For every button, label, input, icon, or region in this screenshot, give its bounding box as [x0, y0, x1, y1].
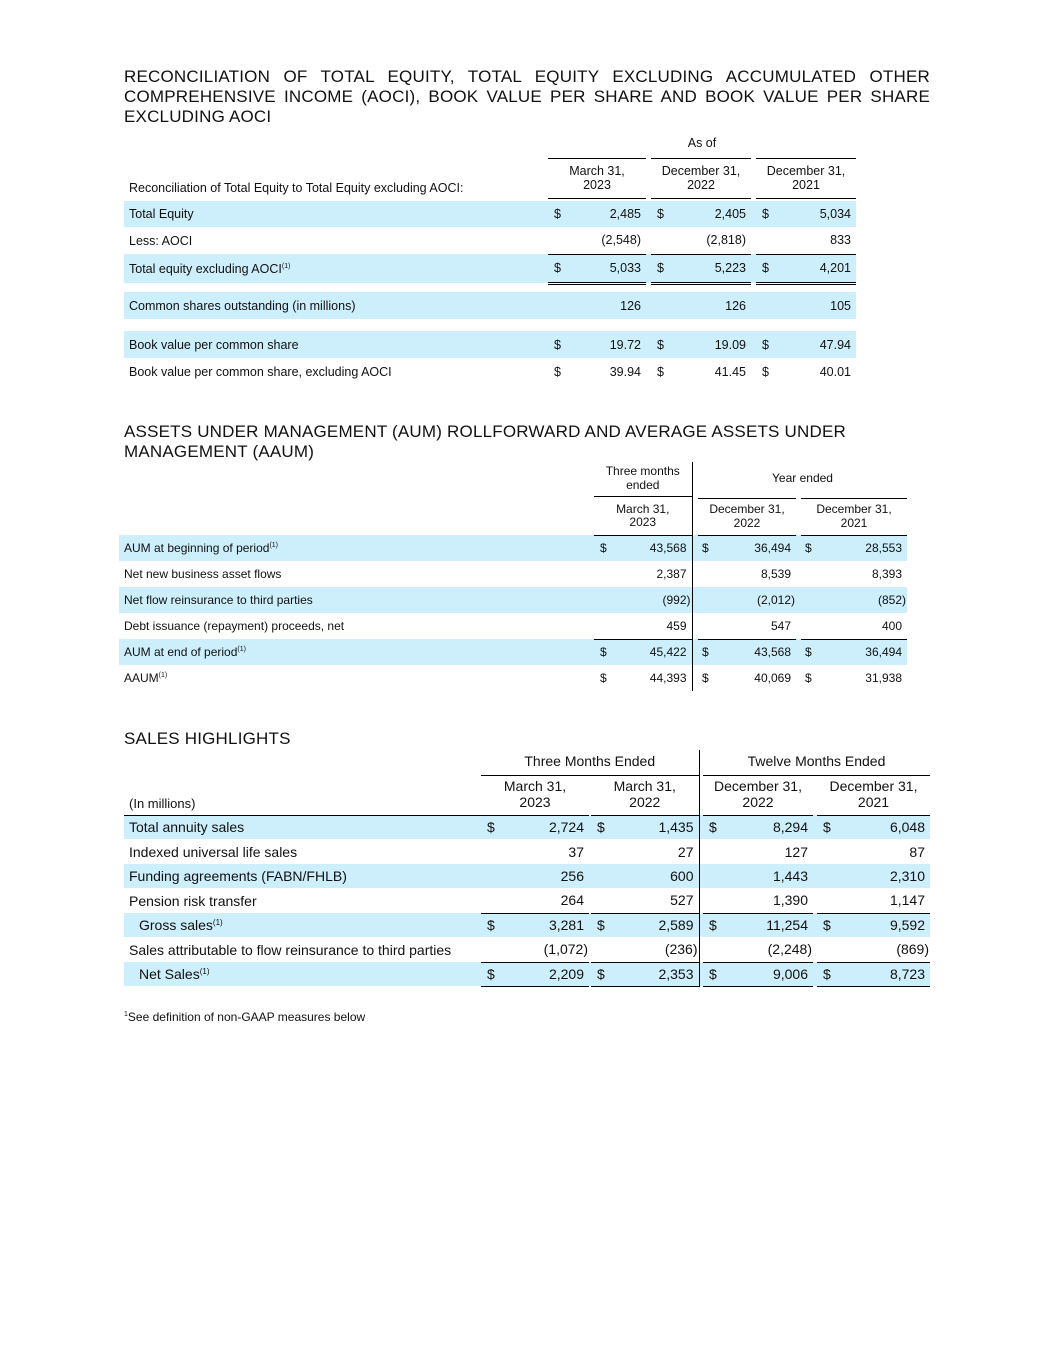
footnote-text: See definition of non-GAAP measures below	[127, 1010, 366, 1024]
currency-symbol: $	[591, 815, 613, 839]
currency-symbol: $	[651, 201, 672, 227]
cell-value: 2,485	[569, 201, 646, 227]
cell-value: 2,589	[613, 913, 699, 937]
currency-symbol: $	[817, 962, 839, 986]
currency-symbol: $	[594, 639, 616, 665]
row-label: Total Equity	[124, 201, 548, 227]
cell-value: 126	[569, 292, 646, 319]
cell-value: (1,072)	[503, 937, 589, 962]
cell-value: 1,390	[725, 888, 813, 913]
cell-value: 1,443	[725, 864, 813, 888]
currency-symbol: $	[703, 815, 725, 839]
cell-value: 256	[503, 864, 589, 888]
table-row	[119, 561, 907, 587]
cell-value: 2,387	[616, 561, 692, 587]
cell-value: 87	[909, 843, 925, 860]
row-label: Pension risk transfer	[129, 892, 257, 909]
column-header-december-2021: December 31, 2021	[817, 775, 930, 815]
as-of-header: As of	[687, 135, 717, 150]
cell-value: 264	[503, 888, 589, 913]
table-row	[119, 587, 907, 613]
cell-value: 36,494	[720, 535, 796, 561]
column-header-march-2023: March 31, 2023	[548, 158, 646, 198]
footnote-marker: (1)	[269, 542, 278, 549]
row-label: Net Sales$^{(1)}$	[124, 962, 481, 986]
currency-symbol: $	[756, 254, 777, 283]
cell-value: (2,548)	[569, 227, 646, 254]
sales-highlights-table	[124, 750, 930, 987]
cell-value: 5,033	[569, 254, 646, 283]
row-label: AUM at beginning of period$^{(1)}$	[119, 535, 594, 561]
currency-symbol: $	[481, 962, 503, 986]
row-label: AAUM$^{(1)}$	[124, 671, 168, 685]
row-label: Book value per common share, excluding AOCI	[129, 364, 392, 379]
section-title-equity-reconciliation: RECONCILIATION OF TOTAL EQUITY, TOTAL EQUITY EXCLUDING ACCUMULATED OTHER COMPREHENSIVE INCOME (AOCI), BOOK VALUE PER SHARE AND BOOK VALUE PER SHARE EXCLUDING AOCI	[124, 67, 930, 126]
column-header-march-2022: March 31, 2022	[591, 775, 699, 815]
cell-value: 37	[568, 843, 584, 860]
footnote-marker: (1)	[281, 262, 291, 270]
currency-symbol: $	[548, 331, 569, 358]
footnote-marker: (1)	[199, 967, 210, 976]
cell-value: (2,012)	[720, 587, 796, 613]
cell-value: 8,539	[760, 567, 791, 581]
table-row	[119, 613, 907, 639]
column-header-december-2021: December 31, 2021	[801, 498, 907, 535]
cell-value: 547	[720, 613, 796, 639]
table-row	[124, 358, 856, 385]
row-label: Total annuity sales	[124, 815, 481, 839]
currency-symbol: $	[805, 671, 812, 685]
currency-symbol: $	[600, 671, 607, 685]
cell-value: 5,034	[777, 201, 856, 227]
currency-symbol: $	[554, 364, 561, 379]
cell-value: 47.94	[777, 331, 856, 358]
table-row	[124, 864, 930, 888]
cell-value: 833	[777, 227, 856, 254]
cell-value: 105	[777, 292, 856, 319]
cell-value: 2,353	[613, 962, 699, 986]
currency-symbol: $	[591, 962, 613, 986]
currency-symbol: $	[762, 364, 769, 379]
currency-symbol: $	[702, 671, 709, 685]
row-label: Net new business asset flows	[124, 567, 282, 581]
row-label: Book value per common share	[124, 331, 548, 358]
column-header-march-2023: March 31, 2023	[594, 498, 692, 535]
cell-value: 8,294	[725, 815, 813, 839]
cell-value: 9,006	[725, 962, 813, 986]
row-label: AUM at end of period$^{(1)}$	[119, 639, 594, 665]
cell-value: 400	[823, 613, 907, 639]
currency-symbol: $	[801, 535, 823, 561]
cell-value: (2,818)	[672, 227, 751, 254]
table-row	[124, 962, 930, 986]
cell-value: 19.72	[569, 331, 646, 358]
cell-value: 44,393	[616, 665, 692, 691]
currency-symbol: $	[657, 364, 664, 379]
currency-symbol: $	[801, 639, 823, 665]
currency-symbol: $	[481, 913, 503, 937]
cell-value: (869)	[839, 937, 930, 962]
currency-symbol: $	[548, 254, 569, 283]
row-label: Less: AOCI	[129, 233, 193, 248]
column-header-march-2023: March 31, 2023	[481, 775, 589, 815]
cell-value: 126	[672, 292, 751, 319]
cell-value: 1,435	[613, 815, 699, 839]
equity-reconciliation-table	[124, 132, 856, 385]
table-row	[124, 292, 856, 319]
table-row	[119, 639, 907, 665]
footnote	[124, 1010, 365, 1024]
currency-symbol: $	[703, 962, 725, 986]
cell-value: 8,393	[871, 567, 902, 581]
cell-value: 45,422	[616, 639, 692, 665]
currency-symbol: $	[651, 331, 672, 358]
cell-value: 6,048	[839, 815, 930, 839]
row-label: Sales attributable to flow reinsurance to third parties	[129, 941, 452, 958]
cell-value: 1,147	[839, 888, 930, 913]
cell-value: 28,553	[823, 535, 907, 561]
aum-rollforward-table	[119, 462, 907, 691]
table-row	[124, 839, 930, 864]
cell-value: 527	[613, 888, 699, 913]
table-row	[124, 937, 930, 962]
cell-value: 2,405	[672, 201, 751, 227]
section-title-aum-rollforward: ASSETS UNDER MANAGEMENT (AUM) ROLLFORWARD AND AVERAGE ASSETS UNDER MANAGEMENT (AAUM)	[124, 422, 846, 461]
row-label: Indexed universal life sales	[129, 843, 298, 860]
table-row	[124, 913, 930, 937]
row-label: Total equity excluding AOCI$^{(1)}$	[124, 254, 548, 283]
group-header-twelve-months: Twelve Months Ended	[703, 750, 930, 775]
cell-value: 36,494	[823, 639, 907, 665]
table-row	[124, 815, 930, 839]
cell-value: 4,201	[777, 254, 856, 283]
cell-value: 11,254	[725, 913, 813, 937]
currency-symbol: $	[817, 815, 839, 839]
column-header-december-2022: December 31, 2022	[703, 775, 813, 815]
cell-value: 43,568	[720, 639, 796, 665]
cell-value: 43,568	[616, 535, 692, 561]
cell-value: 2,724	[503, 815, 589, 839]
row-label: Gross sales$^{(1)}$	[124, 913, 481, 937]
table-row	[124, 201, 856, 227]
section-title-sales-highlights: SALES HIGHLIGHTS	[124, 729, 291, 748]
currency-symbol: $	[548, 201, 569, 227]
footnote-marker: (1)	[237, 646, 246, 653]
cell-value: 3,281	[503, 913, 589, 937]
cell-value: 600	[613, 864, 699, 888]
table-row	[119, 665, 907, 691]
row-label: Funding agreements (FABN/FHLB)	[124, 864, 481, 888]
currency-symbol: $	[651, 254, 672, 283]
footnote-marker: (1)	[212, 918, 223, 927]
currency-symbol: $	[756, 331, 777, 358]
cell-value: 2,209	[503, 962, 589, 986]
group-header-year-ended: Year ended	[772, 471, 833, 486]
column-header-december-2022: December 31, 2022	[651, 158, 751, 198]
table-row	[119, 535, 907, 561]
table-row	[124, 254, 856, 283]
row-header-label: Reconciliation of Total Equity to Total Equity excluding AOCI:	[129, 181, 464, 195]
column-header-december-2022: December 31, 2022	[698, 498, 796, 535]
cell-value: 31,938	[865, 671, 902, 685]
cell-value: 9,592	[839, 913, 930, 937]
currency-symbol: $	[591, 913, 613, 937]
cell-value: 41.45	[714, 364, 746, 379]
units-label: (In millions)	[129, 795, 196, 811]
currency-symbol: $	[481, 815, 503, 839]
column-header-december-2021: December 31, 2021	[756, 158, 856, 198]
row-label: Debt issuance (repayment) proceeds, net	[124, 619, 345, 633]
table-row	[124, 331, 856, 358]
cell-value: 8,723	[839, 962, 930, 986]
footnote-number: 1	[124, 1011, 128, 1018]
cell-value: 40.01	[819, 364, 851, 379]
group-header-three-months: Three months ended	[594, 462, 692, 496]
cell-value: 127	[784, 843, 808, 860]
cell-value: 2,310	[839, 864, 930, 888]
currency-symbol: $	[698, 639, 720, 665]
cell-value: 19.09	[672, 331, 751, 358]
cell-value: 27	[613, 839, 699, 864]
currency-symbol: $	[698, 535, 720, 561]
cell-value: (992)	[616, 587, 692, 613]
group-header-three-months: Three Months Ended	[481, 750, 699, 775]
cell-value: 459	[616, 613, 692, 639]
table-row	[124, 227, 856, 254]
cell-value: (852)	[823, 587, 907, 613]
currency-symbol: $	[817, 913, 839, 937]
cell-value: 39.94	[609, 364, 641, 379]
row-label: Common shares outstanding (in millions)	[124, 292, 548, 319]
cell-value: 5,223	[672, 254, 751, 283]
currency-symbol: $	[756, 201, 777, 227]
currency-symbol: $	[703, 913, 725, 937]
cell-value: (2,248)	[725, 937, 813, 962]
row-label: Net flow reinsurance to third parties	[119, 587, 594, 613]
table-row	[124, 888, 930, 913]
currency-symbol: $	[594, 535, 616, 561]
cell-value: (236)	[613, 937, 699, 962]
cell-value: 40,069	[754, 671, 791, 685]
footnote-marker: (1)	[158, 672, 168, 679]
